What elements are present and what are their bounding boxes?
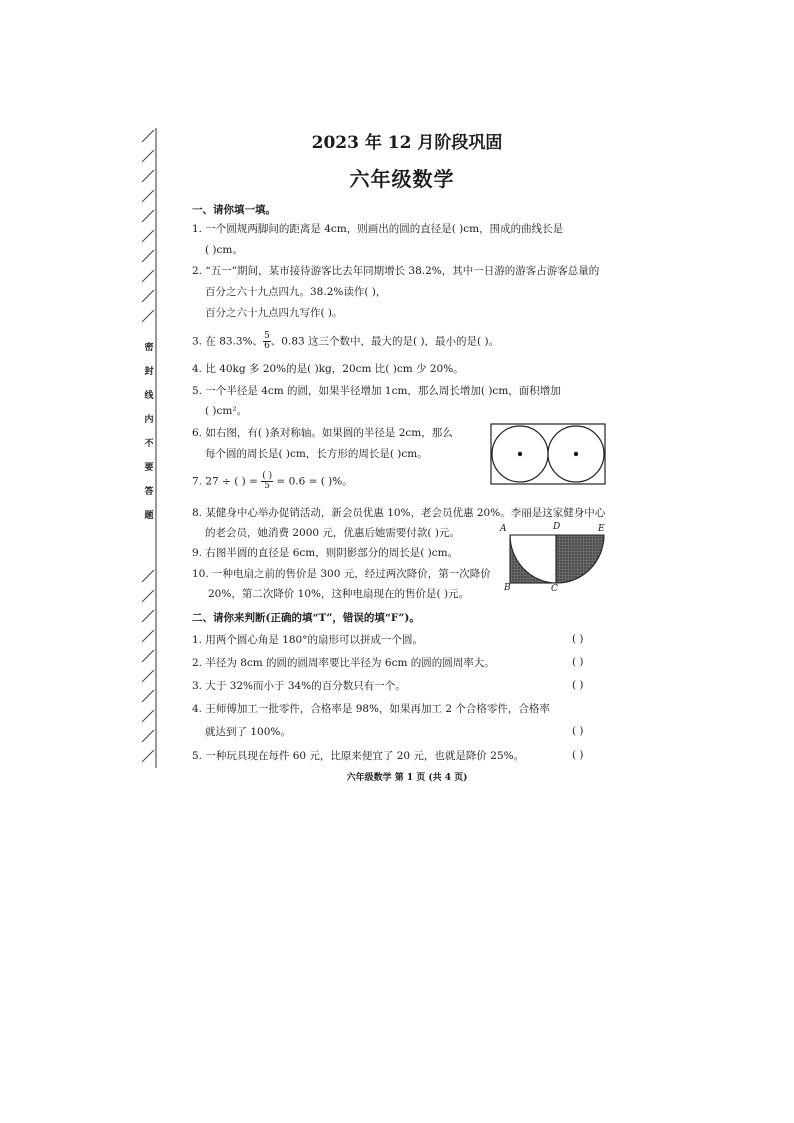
question-1-line2: ( )cm。 [205,244,243,256]
question-3-post: 、0.83 这三个数中，最大的是( )，最小的是( )。 [270,335,500,348]
exam-subject: 六年级数学 [349,167,455,191]
label-b: B [504,583,511,593]
question-10-line2: 20%，第二次降价 10%，这种电扇现在的售价是( )元。 [208,588,470,600]
fraction-numerator: ( ) [262,471,273,481]
fraction-numerator: 5 [264,331,270,341]
question-6-line2: 每个圆的周长是( )cm，长方形的周长是( )cm。 [205,448,428,460]
judge-question-4-line1: 4. 王师傅加工一批零件，合格率是 98%，如果再加工 2 个合格零件，合格率 [192,703,550,715]
question-7-post: = 0.6 = ( )%。 [273,475,353,488]
question-5-line2: ( )cm²。 [205,405,248,417]
question-3 [192,332,499,351]
question-5-line1: 5. 一个半径是 4cm 的圆，如果半径增加 1cm，那么周长增加( )cm，面积增加 [192,385,561,397]
answer-box-2[interactable]: ( ) [572,656,584,668]
question-3-pre: 3. 在 83.3%、 [192,335,264,348]
judge-question-5: 5. 一种玩具现在每件 60 元，比原来便宜了 20 元，也就是降价 25%。 [192,750,525,762]
question-10-line1: 10. 一种电扇之前的售价是 300 元，经过两次降价，第一次降价 [192,568,491,580]
answer-box-3[interactable]: ( ) [572,679,584,691]
section1-heading: 一、请你填一填。 [192,204,276,216]
exam-title: 2023 年 12 月阶段巩固 [311,133,503,153]
question-8-line1: 8. 某健身中心举办促销活动，新会员优惠 10%，老会员优惠 20%。李丽是这家健身中心 [192,507,606,519]
judge-question-1: 1. 用两个圆心角是 180°的扇形可以拼成一个圆。 [192,634,423,646]
judge-question-4-line2: 就达到了 100%。 [205,726,291,738]
section2-heading: 二、请你来判断(正确的填“T”，错误的填“F”)。 [192,612,420,624]
label-d: D [553,522,561,532]
label-c: C [551,584,558,594]
binding-notice: 密封线内不要答题 [144,343,154,521]
question-2-line2: 百分之六十九点四九。38.2%读作( )， [205,286,387,298]
judge-question-3: 3. 大于 32%而小于 34%的百分数只有一个。 [192,680,406,692]
semicircle-figure [509,534,605,584]
fraction-denominator: 6 [264,341,270,351]
question-2-line3: 百分之六十九点四九写作( )。 [205,307,343,319]
question-6-line1: 6. 如右图，有( )条对称轴。如果圆的半径是 2cm，那么 [192,427,453,439]
answer-box-4[interactable]: ( ) [572,725,584,737]
answer-box-1[interactable]: ( ) [572,633,584,645]
fraction [263,332,271,351]
question-4: 4. 比 40kg 多 20%的是( )kg，20cm 比( )cm 少 20%。 [192,363,464,375]
fraction [261,472,273,491]
fraction-denominator: 5 [264,481,271,491]
judge-question-2: 2. 半径为 8cm 的圆的圆周率要比半径为 6cm 的圆的圆周率大。 [192,657,495,669]
question-9: 9. 右图半圆的直径是 6cm，则阴影部分的周长是( )cm。 [192,547,459,559]
two-circles-figure [490,423,606,485]
answer-box-5[interactable]: ( ) [572,749,584,761]
label-a: A [500,524,507,534]
question-8-line2: 的老会员，她消费 2000 元，优惠后她需要付款( )元。 [205,527,460,539]
question-7-pre: 7. 27 ÷ ( ) = [192,475,262,488]
question-1-line1: 1. 一个圆规两脚间的距离是 4cm，则画出的圆的直径是( )cm，围成的曲线长是 [192,223,564,235]
question-2-line1: 2. “五一”期间，某市接待游客比去年同期增长 38.2%，其中一日游的游客占游客总量的 [192,265,600,277]
label-e: E [598,524,605,534]
page-footer: 六年级数学 第 1 页 (共 4 页) [346,773,468,783]
question-7 [192,472,353,491]
